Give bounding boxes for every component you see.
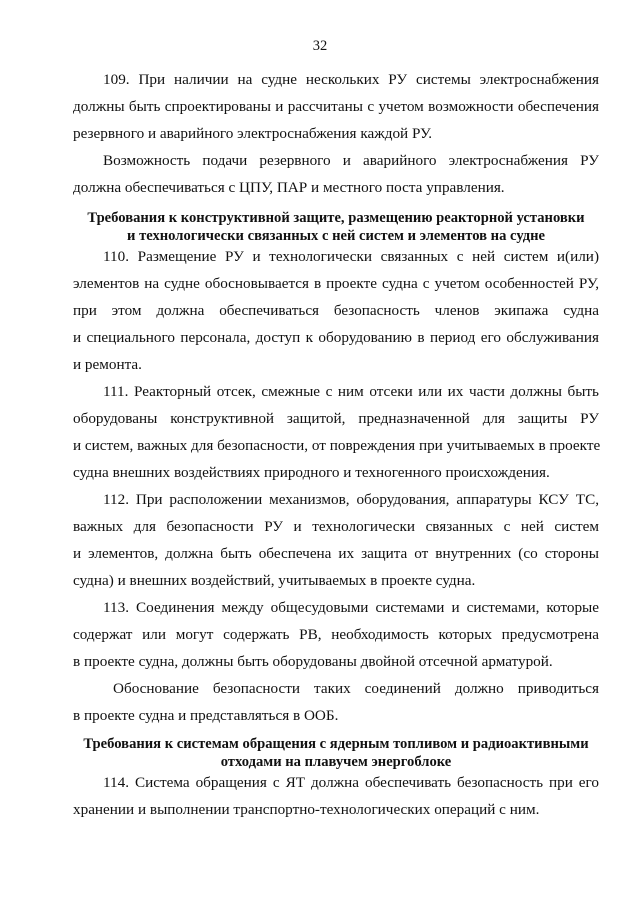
paragraph-109-line: должны быть спроектированы и рассчитаны с учетом возможности обеспечения xyxy=(73,98,599,115)
paragraph-110-line: и специального персонала, доступ к оборудованию в период его обслуживания xyxy=(73,329,599,346)
paragraph-111-line: оборудованы конструктивной защитой, предназначенной для защиты РУ xyxy=(73,410,599,427)
paragraph-113-line: в проекте судна, должны быть оборудованы двойной отсечной арматурой. xyxy=(73,653,553,670)
paragraph-112-line: важных для безопасности РУ и технологически связанных с ней систем xyxy=(73,518,599,535)
paragraph-110-line: при этом должна обеспечиваться безопасность членов экипажа судна xyxy=(73,302,599,319)
section-heading: и технологически связанных с ней систем и элементов на судне xyxy=(127,228,545,244)
paragraph-112-line: 112. При расположении механизмов, оборудования, аппаратуры КСУ ТС, xyxy=(103,491,599,508)
paragraph-109-line: резервного и аварийного электроснабжения каждой РУ. xyxy=(73,125,433,142)
section-heading: Требования к конструктивной защите, размещению реакторной установки xyxy=(87,210,585,226)
paragraph-109b-line: должна обеспечиваться с ЦПУ, ПАР и местного поста управления. xyxy=(73,179,505,196)
paragraph-109-line: 109. При наличии на судне нескольких РУ системы электроснабжения xyxy=(103,71,599,88)
paragraph-113-line: содержат или могут содержать РВ, необходимость которых предусмотрена xyxy=(73,626,599,643)
paragraph-111-line: судна внешних воздействиях природного и техногенного происхождения. xyxy=(73,464,550,481)
section-heading: отходами на плавучем энергоблоке xyxy=(220,754,452,770)
paragraph-114-line: 114. Система обращения с ЯТ должна обеспечивать безопасность при его xyxy=(103,774,599,791)
section-heading: Требования к системам обращения с ядерным топливом и радиоактивными xyxy=(83,736,589,752)
paragraph-113b-line: Обоснование безопасности таких соединений должно приводиться xyxy=(113,680,599,697)
page-number: 32 xyxy=(312,38,328,54)
paragraph-113b-line: в проекте судна и представляться в ООБ. xyxy=(73,707,339,724)
paragraph-114-line: хранении и выполнении транспортно-технологических операций с ним. xyxy=(73,801,540,818)
paragraph-111-line: и систем, важных для безопасности, от повреждения при учитываемых в проекте xyxy=(73,437,601,454)
paragraph-109b-line: Возможность подачи резервного и аварийного электроснабжения РУ xyxy=(103,152,599,169)
paragraph-112-line: и элементов, должна быть обеспечена их защита от внутренних (со стороны xyxy=(73,545,599,562)
paragraph-112-line: судна) и внешних воздействий, учитываемых в проекте судна. xyxy=(73,572,476,589)
paragraph-111-line: 111. Реакторный отсек, смежные с ним отсеки или их части должны быть xyxy=(103,383,599,400)
paragraph-110-line: элементов на судне обосновывается в проекте судна с учетом особенностей РУ, xyxy=(73,275,599,292)
paragraph-110-line: 110. Размещение РУ и технологически связанных с ней систем и(или) xyxy=(103,248,599,265)
paragraph-110-line: и ремонта. xyxy=(73,356,142,373)
paragraph-113-line: 113. Соединения между общесудовыми системами и системами, которые xyxy=(103,599,599,616)
